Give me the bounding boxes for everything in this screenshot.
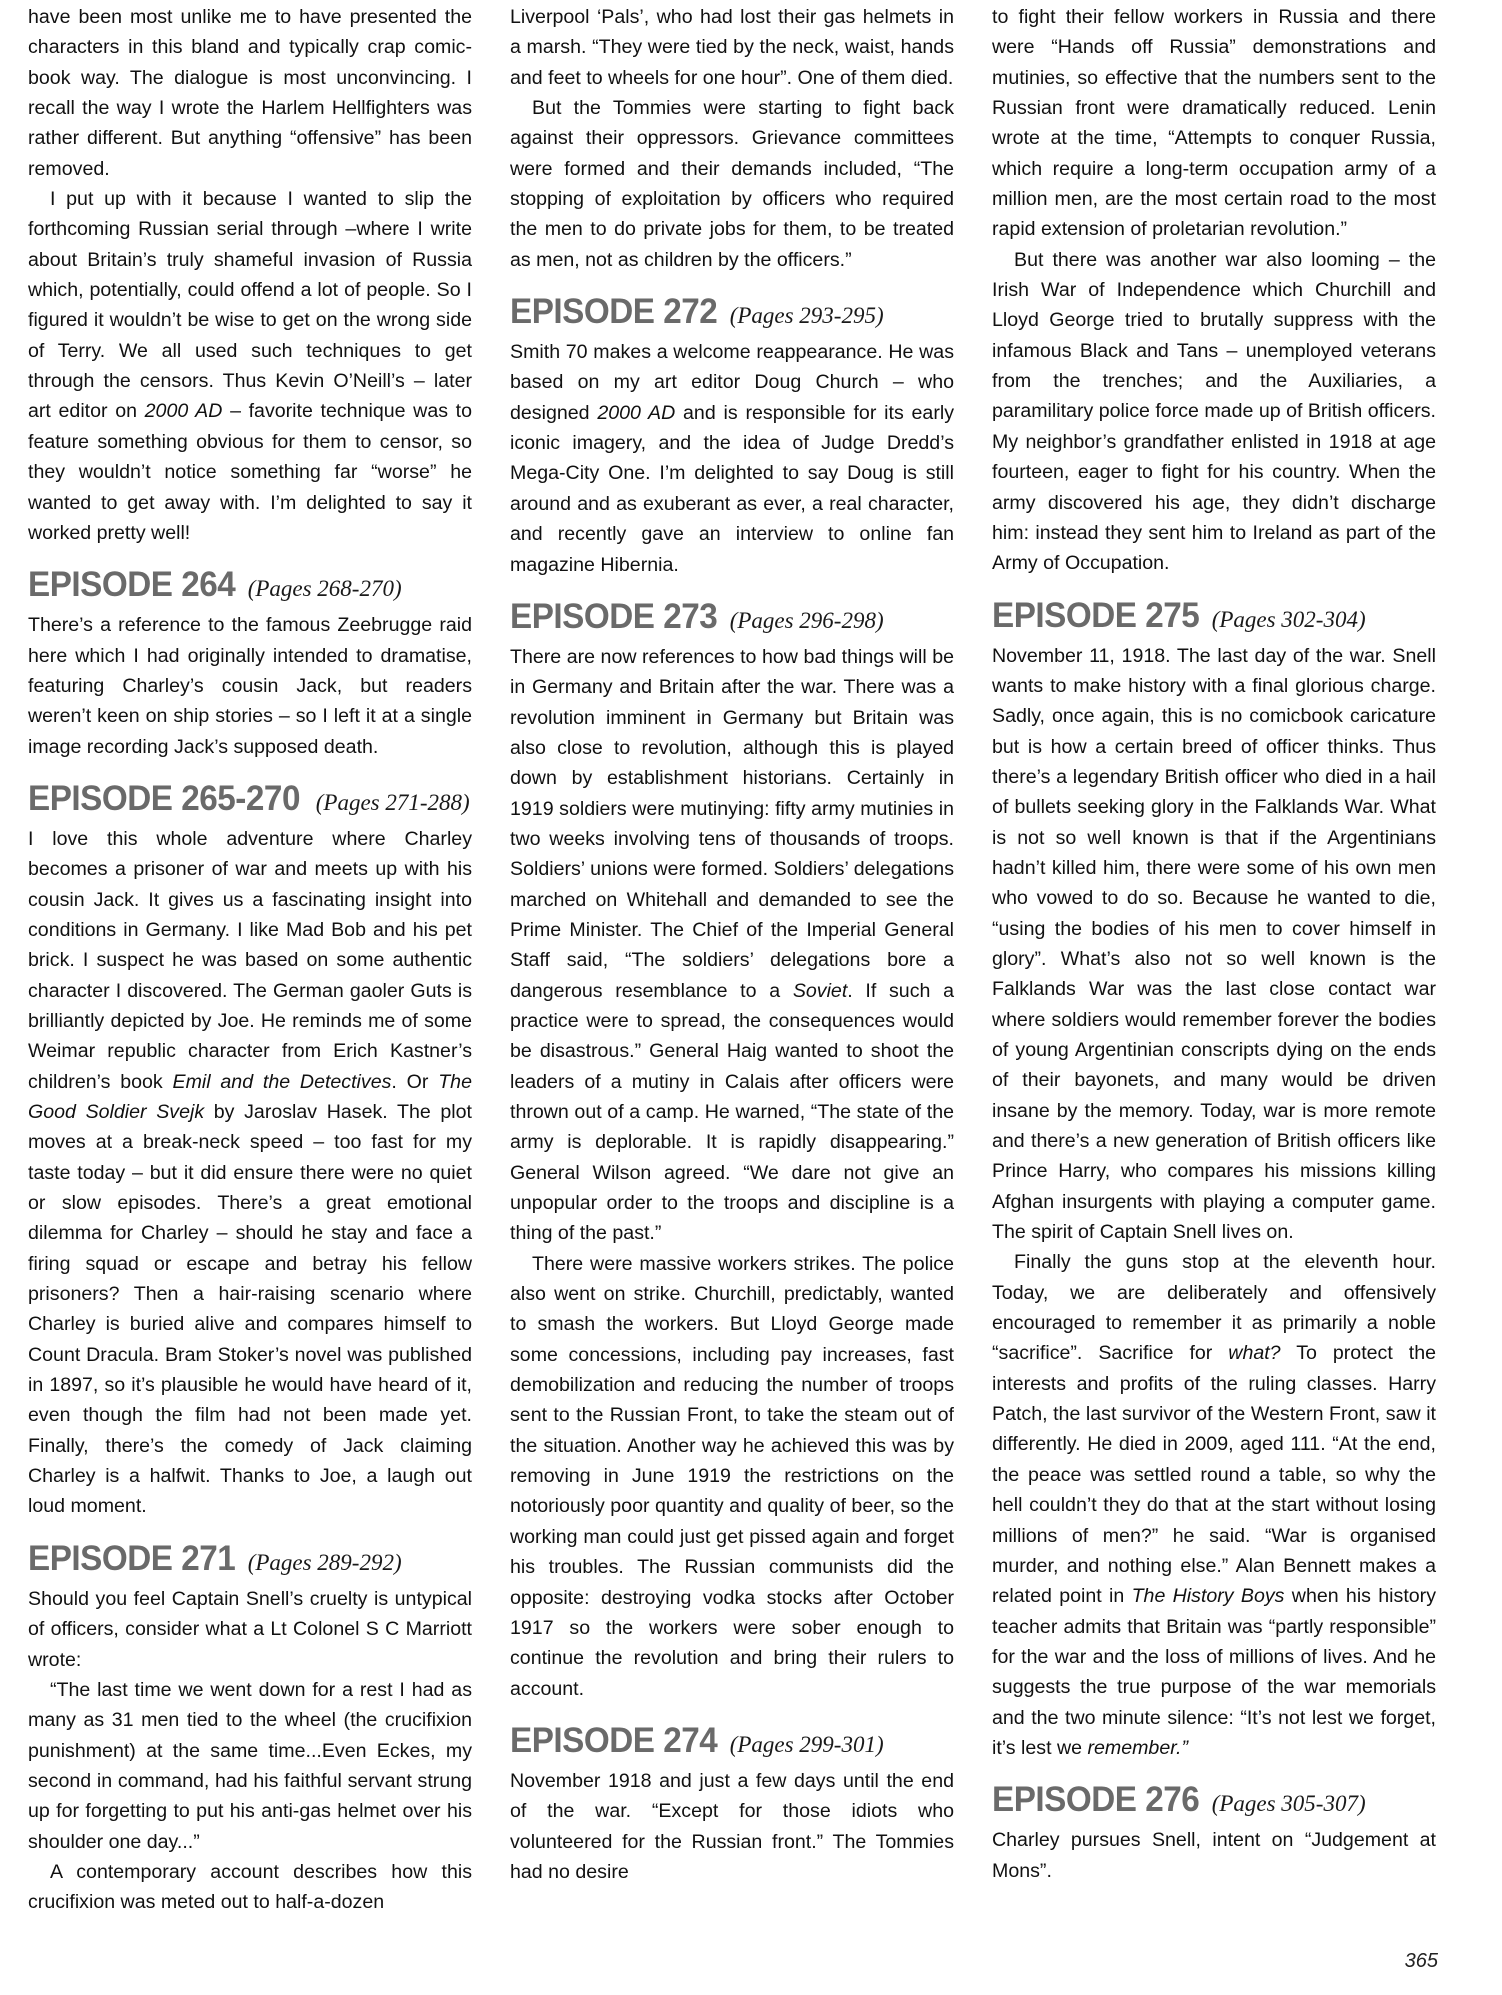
column-3: [992, 2, 1436, 1886]
episode-heading: [28, 1537, 472, 1581]
paragraph: [28, 1675, 472, 1857]
paragraph: [28, 2, 472, 184]
episode-pages: (Pages 293-295): [729, 303, 884, 329]
text: and is responsible for its early iconic imagery, and the idea of Judge Dredd’s Mega-City One. I’m delighted to say Doug is still around and as exuberant as ever, a real character, and recently gave an interview to online fan magazine Hibernia.: [510, 401, 955, 576]
italic-text: remember.”: [1087, 1736, 1188, 1759]
text: “The last time we went down for a rest I had as many as 31 men tied to the wheel (the crucifixion punishment) at the same time...Even Eckes, my second in command, had his faithful servant strung up for forgetting to put his anti-gas helmet over his shoulder one day...”: [28, 1678, 472, 1853]
text: Charley pursues Snell, intent on “Judgement at Mons”.: [992, 1829, 1436, 1882]
paragraph: [992, 1825, 1436, 1886]
paragraph: [510, 93, 954, 275]
episode-heading: [992, 1778, 1436, 1822]
text: . Or: [391, 1070, 439, 1093]
episode-pages: (Pages 289-292): [247, 1549, 402, 1575]
episode-heading: [510, 595, 954, 639]
episode-title: EPISODE 273: [510, 596, 718, 636]
paragraph: [28, 1584, 472, 1675]
text: I love this whole adventure where Charley becomes a prisoner of war and meets up with his cousin Jack. It gives us a fascinating insight into conditions in Germany. I like Mad Bob and his pet brick. I suspect he was based on some authentic character I discovered. The German gaoler Guts is brilliantly depicted by Joe. He reminds me of some Weimar republic character from Erich Kastner’s children’s book: [28, 827, 472, 1093]
italic-text: Soviet: [792, 979, 848, 1002]
text: But there was another war also looming – the Irish War of Independence which Churchill and Lloyd George tried to brutally suppress with the infamous Black and Tans – unemployed veterans from the trenches; and the Auxiliaries, a paramilitary police force made up of British officers. My neighbor’s grandfather enlisted in 1918 at age fourteen, eager to fight for his country. When the army discovered his age, they didn’t discharge him: instead they sent him to Ireland as part of the Army of Occupation.: [992, 248, 1436, 575]
episode-title: EPISODE 271: [28, 1538, 236, 1578]
text: to fight their fellow workers in Russia and there were “Hands off Russia” demonstrations and mutinies, so effective that the numbers sent to the Russian front were dramatically reduced. Lenin wrote at the time, “Attempts to conquer Russia, which require a long-term occupation army of a million men, are the most certain road to the most rapid extension of proletarian revolution.”: [992, 6, 1436, 241]
paragraph: [510, 1766, 954, 1887]
text: Smith 70 makes a welcome reappearance. He was based on my art editor Doug Church – who designed: [510, 341, 954, 424]
text: Should you feel Captain Snell’s cruelty is untypical of officers, consider what a Lt Colonel S C Marriott wrote:: [28, 1587, 472, 1671]
paragraph: [28, 824, 472, 1522]
text: when his history teacher admits that Britain was “partly responsible” for the war and the loss of millions of lives. And he suggests the true purpose of the war memorials and the two minute silence: “It’s not lest we forget, it’s lest we: [992, 1585, 1436, 1759]
text: by Jaroslav Hasek. The plot moves at a break-neck speed – too fast for my taste today – but it did ensure there were no quiet or slow episodes. There’s a great emotional dilemma for Charley – should he stay and face a firing squad or escape and betray his fellow prisoners? Then a hair-raising scenario where Charley is buried alive and compares himself to Count Dracula. Bram Stoker’s novel was published in 1897, so it’s plausible he would have heard of it, even though the film had not been made yet. Finally, there’s the comedy of Jack claiming Charley is a halfwit. Thanks to Joe, a laugh out loud moment.: [28, 1101, 472, 1518]
italic-text: The History Boys: [1131, 1585, 1285, 1608]
paragraph: [510, 337, 954, 580]
italic-text: Emil and the Detectives: [172, 1070, 392, 1093]
italic-text: what?: [1228, 1342, 1281, 1365]
text: – favorite technique was to feature something obvious for them to censor, so they wouldn’t notice something far “worse” he wanted to get away with. I’m delighted to say it worked pretty well!: [28, 400, 473, 544]
paragraph: [510, 1249, 954, 1704]
episode-title: EPISODE 264: [28, 565, 236, 605]
paragraph: [992, 245, 1436, 579]
text: A contemporary account describes how this crucifixion was meted out to half-a-dozen: [28, 1860, 472, 1914]
column-1: [28, 2, 472, 1918]
episode-heading: [510, 290, 954, 334]
episode-heading: [992, 594, 1436, 638]
italic-text: 2000 AD: [597, 401, 676, 424]
text: But the Tommies were starting to fight back against their oppressors. Grievance committees were formed and their demands included, “The stopping of exploitation by officers who required the men to do private jobs for them, to be treated as men, not as children by the officers.”: [510, 97, 954, 271]
column-2: [510, 2, 954, 1887]
text: have been most unlike me to have presented the characters in this bland and typically crap comic-book way. The dialogue is most unconvincing. I recall the way I wrote the Harlem Hellfighters was rather different. But anything “offensive” has been removed.: [28, 6, 472, 180]
paragraph: [992, 2, 1436, 245]
episode-heading: [510, 1719, 954, 1763]
paragraph: [510, 2, 954, 93]
episode-pages: (Pages 271-288): [315, 789, 470, 815]
italic-text: The Good Soldier Svejk: [28, 1070, 472, 1123]
episode-pages: (Pages 305-307): [1211, 1791, 1366, 1817]
paragraph: [992, 641, 1436, 1248]
paragraph: [28, 184, 472, 548]
text: I put up with it because I wanted to slip the forthcoming Russian serial through –where I write about Britain’s truly shameful invasion of Russia which, potentially, could offend a lot of people. So I figured it wouldn’t be wise to get on the wrong side of Terry. We all used such techniques to get through the censors. Thus Kevin O’Neill’s – later art editor on: [28, 188, 472, 423]
episode-pages: (Pages 299-301): [729, 1731, 884, 1757]
episode-pages: (Pages 296-298): [729, 607, 884, 633]
episode-title: EPISODE 272: [510, 292, 718, 332]
text: There were massive workers strikes. The police also went on strike. Churchill, predictably, wanted to smash the workers. But Lloyd George made some concessions, including pay increases, fast demobilization and reducing the number of troops sent to the Russian Front, to take the steam out of the situation. Another way he achieved this was by removing in June 1919 the restrictions on the notoriously poor quantity and quality of beer, so the working man could just get pissed again and forget his troubles. The Russian communists did the opposite: destroying vodka stocks after October 1917 so the workers were sober enough to continue the revolution and bring their rulers to account.: [510, 1252, 954, 1700]
episode-heading: [28, 777, 472, 821]
text: . If such a practice were to spread, the consequences would be disastrous.” General Haig wanted to shoot the leaders of a mutiny in Calais after officers were thrown out of a camp. He warned, “The state of the army is deplorable. It is rapidly disappearing.” General Wilson agreed. “We dare not give an unpopular order to the troops and discipline is a thing of the past.”: [510, 979, 954, 1245]
text: To protect the interests and profits of the ruling classes. Harry Patch, the last survivor of the Western Front, saw it differently. He died in 2009, aged 111. “At the end, the peace was settled round a table, so why the hell couldn’t they do that at the start without losing millions of men?” he said. “War is organised murder, and nothing else.” Alan Bennett makes a related point in: [992, 1342, 1437, 1608]
episode-heading: [28, 563, 472, 607]
italic-text: 2000 AD: [144, 400, 223, 423]
episode-pages: (Pages 302-304): [1211, 606, 1366, 632]
text: Liverpool ‘Pals’, who had lost their gas helmets in a marsh. “They were tied by the neck, waist, hands and feet to wheels for one hour”. One of them died.: [510, 6, 954, 89]
episode-title: EPISODE 265-270: [28, 778, 300, 818]
paragraph: [992, 1247, 1436, 1763]
episode-title: EPISODE 275: [992, 595, 1200, 635]
episode-title: EPISODE 276: [992, 1780, 1200, 1820]
text: There are now references to how bad things will be in Germany and Britain after the war. There was a revolution imminent in Germany but Britain was also close to revolution, although this is played down by establishment historians. Certainly in 1919 soldiers were mutinying: fifty army mutinies in two weeks involving tens of thousands of troops. Soldiers’ unions were formed. Soldiers’ delegations marched on Whitehall and demanded to see the Prime Minister. The Chief of the Imperial General Staff said, “The soldiers’ delegations bore a dangerous resemblance to a: [510, 645, 954, 1002]
text: November 11, 1918. The last day of the war. Snell wants to make history with a final glorious charge. Sadly, once again, this is no comicbook caricature but is how a certain breed of officer thinks. Thus there’s a legendary British officer who died in a hail of bullets seeking glory in the Falklands War. What is not so well known is that if the Argentinians hadn’t killed him, there were some of his own men who vowed to do so. Because he wanted to die, “using the bodies of his men to cover himself in glory”. What’s also not so well known is the Falklands War was the last close contact war where soldiers would remember forever the bodies of young Argentinian conscripts dying on the ends of their bayonets, and many would be driven insane by the memory. Today, war is more remote and there’s a new generation of British officers like Prince Harry, who compares his missions killing Afghan insurgents with playing a computer game. The spirit of Captain Snell lives on.: [992, 644, 1436, 1244]
episode-title: EPISODE 274: [510, 1720, 718, 1760]
paragraph: [28, 1857, 472, 1918]
page-number: 365: [1404, 1950, 1438, 1972]
episode-pages: (Pages 268-270): [247, 576, 402, 602]
paragraph: [510, 642, 954, 1249]
text: Finally the guns stop at the eleventh hour. Today, we are deliberately and offensively encouraged to remember it as primarily a noble “sacrifice”. Sacrifice for: [992, 1251, 1436, 1365]
text: November 1918 and just a few days until the end of the war. “Except for those idiots who volunteered for the Russian front.” The Tommies had no desire: [510, 1769, 954, 1883]
paragraph: [28, 610, 472, 762]
text: There’s a reference to the famous Zeebrugge raid here which I had originally intended to dramatise, featuring Charley’s cousin Jack, but readers weren’t keen on ship stories – so I left it at a single image recording Jack’s supposed death.: [28, 614, 472, 758]
